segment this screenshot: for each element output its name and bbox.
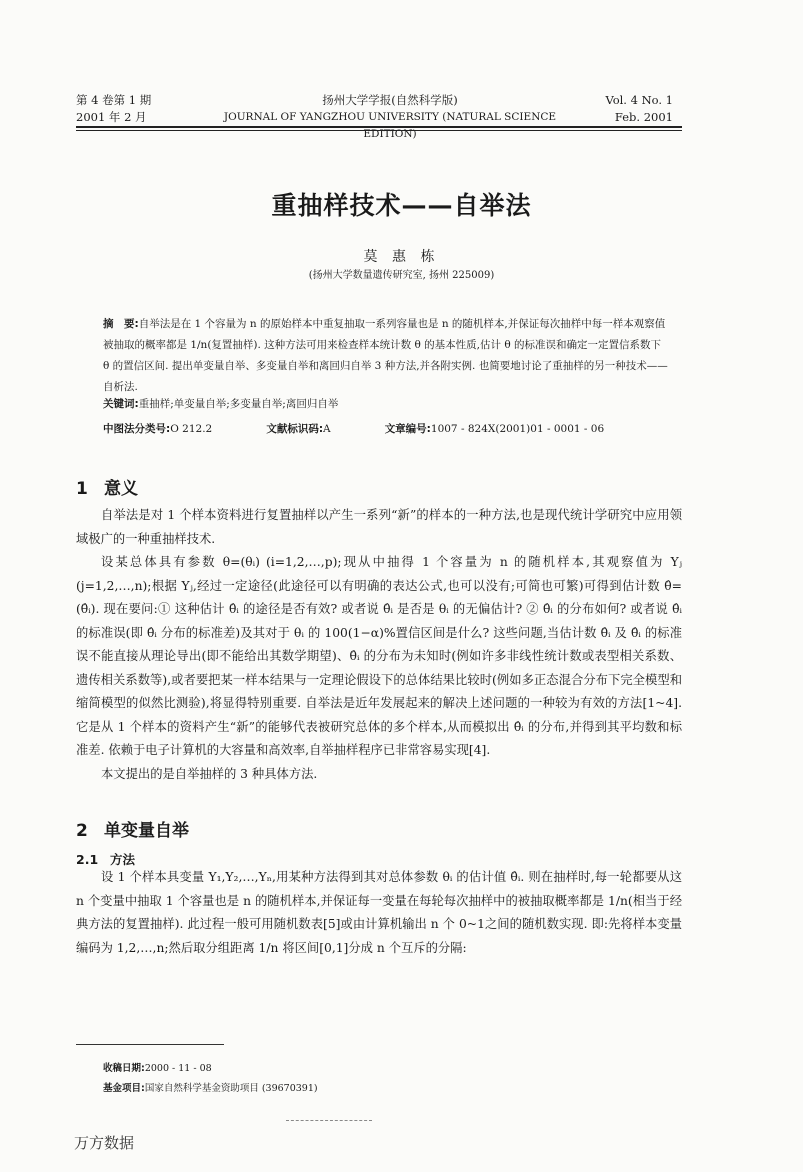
paragraph: 自举法是对 1 个样本资料进行复置抽样以产生一系列“新”的样本的一种方法,也是现代统计学研究中应用领域极广的一种重抽样技术. xyxy=(76,508,682,546)
fund-label: 基金项目: xyxy=(103,1083,145,1094)
article-no-label: 文章编号: xyxy=(384,423,431,435)
article-no-value: 1007 - 824X(2001)01 - 0001 - 06 xyxy=(430,423,605,435)
header-journal xyxy=(200,92,580,143)
fund-value: 国家自然科学基金资助项目 (39670391) xyxy=(144,1083,318,1094)
subsection-number: 2.1 xyxy=(76,852,99,867)
section-2-heading xyxy=(76,816,189,841)
abstract-label: 摘 要: xyxy=(103,318,139,330)
abstract xyxy=(103,314,669,398)
paragraph: 设某总体具有参数 θ=(θᵢ) (i=1,2,…,p);现从中抽得 1 个容量为 n 的随机样本,其观察值为 Yⱼ (j=1,2,…,n);根据 Yⱼ,经过一定途径(此途径可以有明确的表达公式,也可以没有;可简也可繁)可得到估计数 θ̂=(θ̂ᵢ). 现在要问:① 这种估计 θ̂ᵢ 的途径是否有效? 或者说 θ̂ᵢ 是否是 θᵢ 的无偏估计? ② θ̂ᵢ 的分布如何? 或者说 θ̂ᵢ 的标准误(即 θ̂ᵢ 分布的标准差)及其对于 θᵢ 的 100(1−α)%置信区间是什么? 这些问题,当估计数 θ̂ᵢ 及 θ̂ᵢ 的标准误不能直接从理论导出(即不能给出其数学期望)、θ̂ᵢ 的分布为未知时(例如许多非线性统计数或表型相关系数、遗传相关系数等),或者要把某一样本结果与一定理论假设下的总体结果比较时(例如多正态混合分布下完全模型和缩简模型的似然比测验),将显得特别重要. 自举法是近年发展起来的解决上述问题的一种较为有效的方法[1~4]. 它是从 1 个样本的资料产生“新”的能够代表被研究总体的多个样本,从而模拟出 θ̂ᵢ 的分布,并得到其平均数和标准差. 依赖于电子计算机的大容量和高效率,自举抽样程序已非常容易实现[4]. xyxy=(76,555,682,757)
header-volume: 第 4 卷第 1 期 xyxy=(76,93,152,107)
paragraph: 设 1 个样本具变量 Y₁,Y₂,…,Yₙ,用某种方法得到其对总体参数 θᵢ 的估计值 θ̂ᵢ. 则在抽样时,每一轮都要从这 n 个变量中抽取 1 个容量也是 n 的随机样本,并保证每一变量在每轮每次抽样中的被抽取概率都是 1/n(相当于经典方法的复置抽样). 此过程一般可用随机数表[5]或由计算机输出 n 个 0~1之间的随机数实现. 即:先将样本变量编码为 1,2,…,n;然后取分组距离 1/n 将区间[0,1]分成 n 个互斥的分隔: xyxy=(76,870,682,955)
section-2-title: 单变量自举 xyxy=(104,821,189,841)
header-vol-en xyxy=(605,92,673,126)
section-1-title: 意义 xyxy=(104,479,138,499)
subsection-title: 方法 xyxy=(110,852,136,867)
header-rule xyxy=(76,126,682,128)
author: 莫 惠 栋 xyxy=(363,249,440,265)
keywords xyxy=(103,396,338,411)
header-issue xyxy=(76,92,151,126)
section-1-number: 1 xyxy=(76,479,88,499)
received-label: 收稿日期: xyxy=(103,1063,145,1074)
affiliation: (扬州大学数量遗传研究室, 扬州 225009) xyxy=(308,270,495,281)
paragraph: 本文提出的是自举抽样的 3 种具体方法. xyxy=(101,766,318,781)
footnote-received xyxy=(103,1060,212,1074)
bottom-divider xyxy=(286,1120,372,1121)
footnote-fund xyxy=(103,1080,318,1094)
header-vol-no: Vol. 4 No. 1 xyxy=(605,93,673,107)
clc-label: 中图法分类号: xyxy=(103,423,171,435)
header-date: 2001 年 2 月 xyxy=(76,110,147,124)
keywords-text: 重抽样;单变量自举;多变量自举;离回归自举 xyxy=(138,398,339,410)
footnote-rule xyxy=(76,1044,224,1045)
header-month: Feb. 2001 xyxy=(614,110,673,124)
section-2-body xyxy=(76,866,682,960)
section-2-number: 2 xyxy=(76,821,88,841)
paper-title: 重抽样技术——自举法 xyxy=(271,191,532,220)
clc-value: O 212.2 xyxy=(170,423,213,435)
header-rule-thin xyxy=(76,130,682,131)
doc-code-label: 文献标识码: xyxy=(266,423,324,435)
received-value: 2000 - 11 - 08 xyxy=(144,1063,212,1074)
classification-line xyxy=(103,421,669,436)
abstract-text: 自举法是在 1 个容量为 n 的原始样本中重复抽取一系列容量也是 n 的随机样本,并保证每次抽样中每一样本观察值被抽取的概率都是 1/n(复置抽样). 这种方法可用来检查样本统计数 θ 的基本性质,估计 θ 的标准误和确定一定置信系数下 θ 的置信区间. 提出单变量自举、多变量自举和离回归自举 3 种方法,并各附实例. 也简要地讨论了重抽样的另一种技术—— 自析法. xyxy=(103,318,668,393)
doc-code-value: A xyxy=(323,423,331,435)
header-journal-cn: 扬州大学学报(自然科学版) xyxy=(322,93,458,107)
watermark: 万方数据 xyxy=(74,1134,135,1152)
section-1-heading xyxy=(76,474,138,499)
keywords-label: 关键词: xyxy=(103,398,139,410)
header-journal-en: JOURNAL OF YANGZHOU UNIVERSITY (NATURAL SCIENCE EDITION) xyxy=(223,111,557,140)
section-1-body xyxy=(76,504,682,786)
